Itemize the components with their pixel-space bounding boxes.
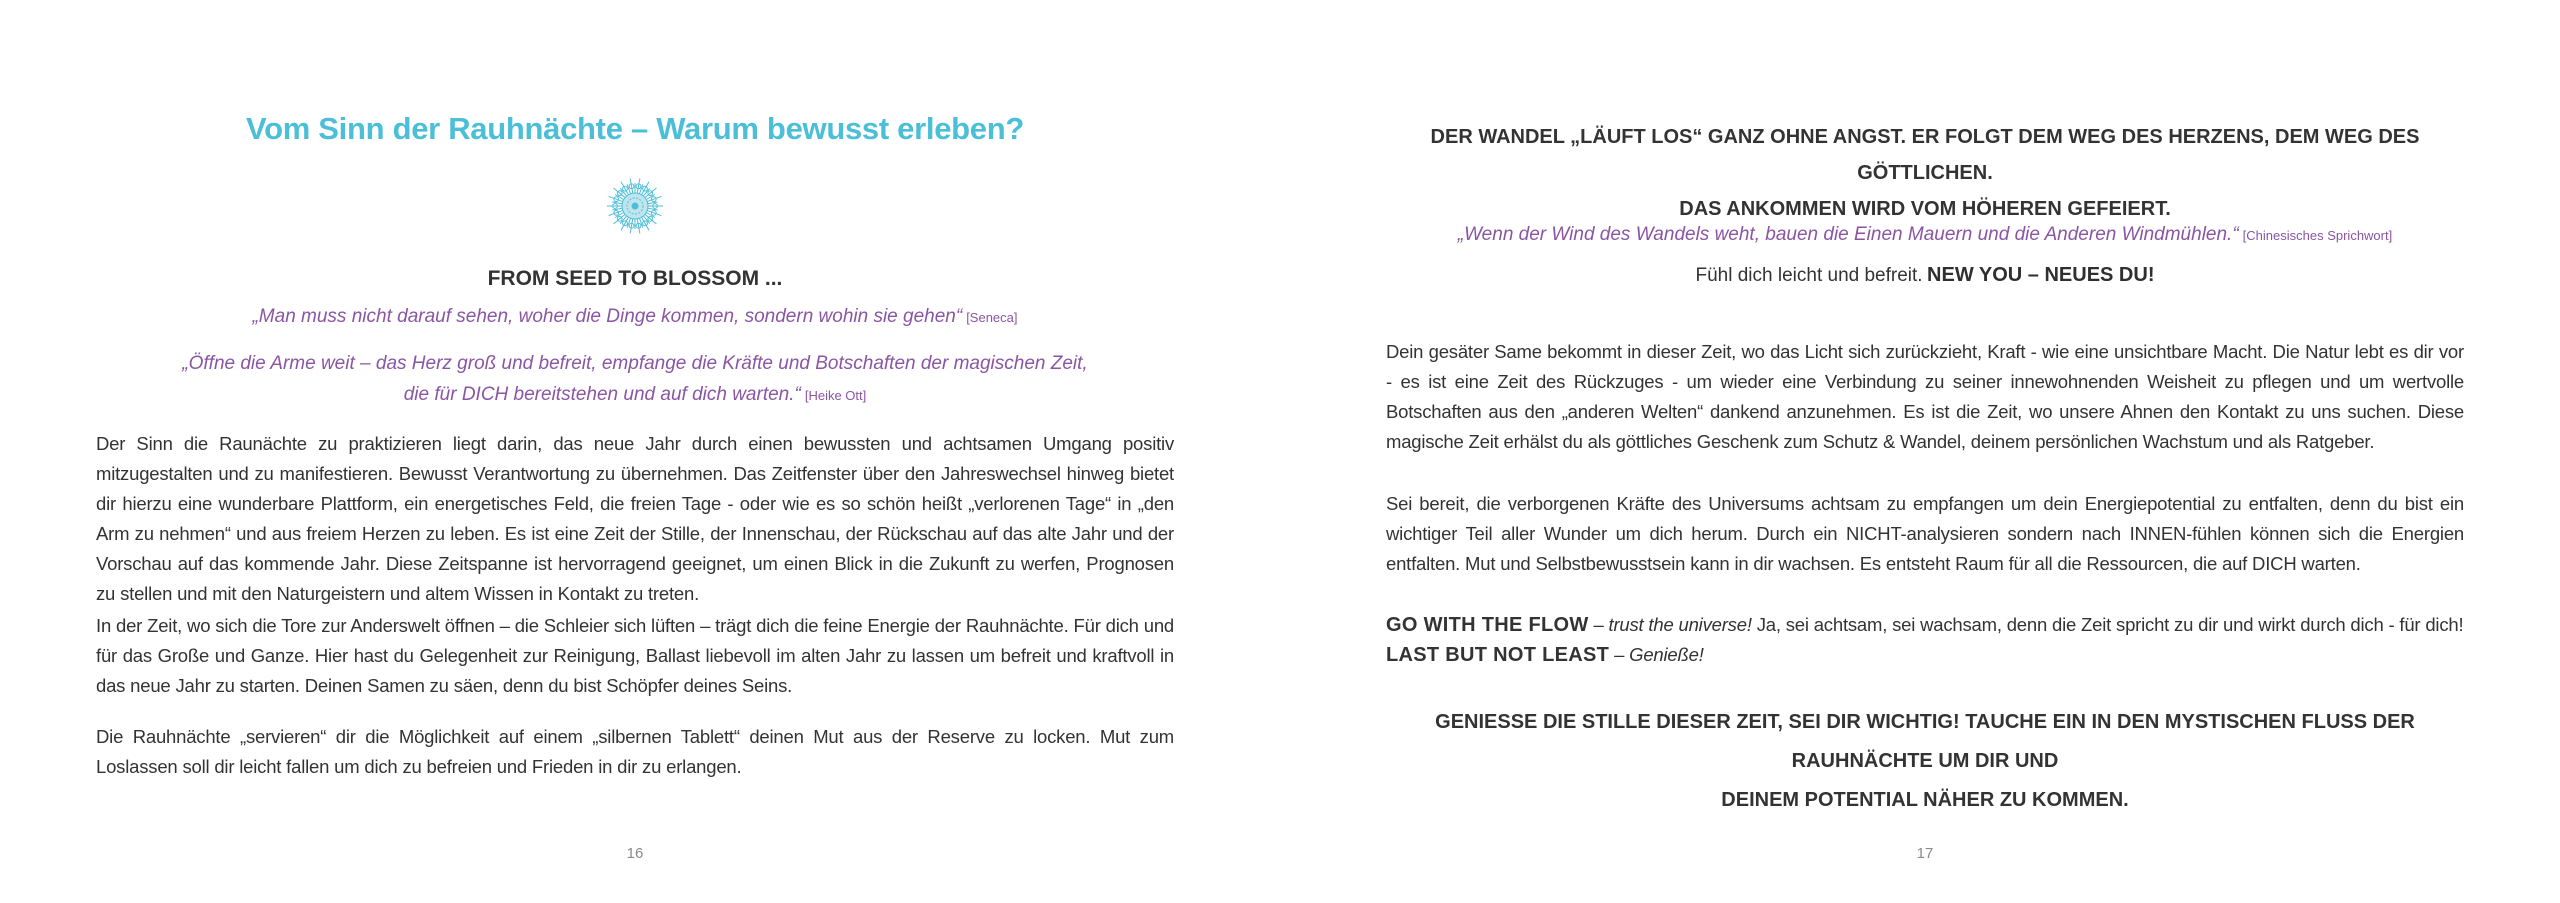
tagline-text: Fühl dich leicht und befreit. [1695, 265, 1923, 286]
quote-line-1: „Öffne die Arme weit – das Herz groß und befreit, empfange die Kräfte und Botschaften der magischen Zeit, [182, 353, 1088, 374]
page-number: 16 [626, 845, 644, 862]
right-page [1386, 0, 2464, 903]
flow-dash: – [1588, 614, 1609, 635]
body-paragraph-3: Die Rauhnächte „servieren“ dir die Möglichkeit auf einem „silbernen Tablett“ deinen Mut aus der Reserve zu locken. Mut zum Loslassen soll dir leicht fallen um dich zu befreien und Frieden in dir zu erlangen. [96, 726, 1174, 777]
closing-line-1: GENIESSE DIE STILLE DIESER ZEIT, SEI DIR WICHTIG! TAUCHE EIN IN DEN MYSTISCHEN FLUSS DER RAUHNÄCHTE UM DIR UND [1435, 711, 2415, 772]
body-paragraph-1: Dein gesäter Same bekommt in dieser Zeit, wo das Licht sich zurückzieht, Kraft - wie eine unsichtbare Macht. Die Natur lebt es dir vor - es ist eine Zeit des Rückzuges - um wieder eine Verbindung zu seiner innewohnenden Weisheit zu pflegen und um wertvolle Botschaften aus den „anderen Welten“ dankend anzunehmen. Es ist die Zeit, wo unsere Ahnen den Kontakt zu uns suchen. Diese magische Zeit erhälst du als göttliches Geschenk zum Schutz & Wandel, deinem persönlichen Wachstum und als Ratgeber. [1386, 341, 2464, 452]
flow-rest: Ja, sei achtsam, sei wachsam, denn die Zeit spricht zu dir und wirkt durch dich - für dich! [1751, 614, 2464, 635]
body-paragraph-2: Sei bereit, die verborgenen Kräfte des Universums achtsam zu empfangen um dein Energiepotential zu entfalten, denn du bist ein wichtiger Teil aller Wunder um dich herum. Durch ein NICHT-analysieren sondern nach INNEN-fühlen können sich die Energien entfalten. Mut und Selbstbewusstsein kann in dir wachsen. Es entsteht Raum für all die Ressourcen, die auf DICH warten. [1386, 493, 2464, 574]
quote-source: [Seneca] [966, 310, 1018, 325]
quote-heike-ott [96, 348, 1174, 411]
quote-proverb [1386, 219, 2464, 251]
last-dash: – [1609, 644, 1630, 665]
body-paragraph-1: Der Sinn die Raunächte zu praktizieren liegt darin, das neue Jahr durch einen bewussten und achtsamen Umgang positiv mitzugestalten und zu manifestieren. Bewusst Verantwortung zu übernehmen. Das Zeitfenster über den Jahreswechsel hinweg bietet dir hierzu eine wunderbare Plattform, ein energetisches Feld, die freien Tage - oder wie es so schön heißt „verlorenen Tage“ in „den Arm zu nehmen“ und aus freiem Herzen zu leben. Es ist eine Zeit der Stille, der Innenschau, der Rückschau auf das alte Jahr und der Vorschau auf das kommende Jahr. Diese Zeitspanne ist hervorragend geeignet, um einen Blick in die Zukunft zu werfen, Prognosen zu stellen und mit den Naturgeistern und altem Wissen in Kontakt zu treten. [96, 433, 1174, 604]
left-page [96, 0, 1174, 903]
tagline-emphasis: NEW YOU – NEUES DU! [1927, 264, 2155, 286]
body-paragraph-2: In der Zeit, wo sich die Tore zur Anderswelt öffnen – die Schleier sich lüften – trägt dich die feine Energie der Rauhnächte. Für dich und für das Große und Ganze. Hier hast du Gelegenheit zur Reinigung, Ballast liebevoll im alten Jahr zu lassen um befreit und kraftvoll in das neue Jahr zu starten. Deinen Samen zu säen, denn du bist Schöpfer deines Seins. [96, 615, 1174, 696]
last-italic: Genieße! [1629, 644, 1704, 665]
subheading: FROM SEED TO BLOSSOM ... [487, 267, 783, 290]
flow-label: GO WITH THE FLOW [1386, 614, 1589, 636]
flow-italic: trust the universe! [1608, 614, 1752, 635]
intro-heading-line-1: DER WANDEL „LÄUFT LOS“ GANZ OHNE ANGST. ER FOLGT DEM WEG DES HERZENS, DEM WEG DES GÖTTLICHEN. [1430, 126, 2420, 184]
intro-heading [1386, 119, 2464, 227]
closing-line-2: DEINEM POTENTIAL NÄHER ZU KOMMEN. [1721, 789, 2129, 811]
tagline [1386, 264, 2464, 287]
quote-source: [Heike Ott] [804, 388, 867, 403]
page-number: 17 [1916, 845, 1934, 862]
quote-seneca [96, 301, 1174, 333]
closing-statement [1386, 703, 2464, 820]
intro-heading-line-2: DAS ANKOMMEN WIRD VOM HÖHEREN GEFEIERT. [1679, 198, 2171, 220]
quote-text: „Man muss nicht darauf sehen, woher die Dinge kommen, sondern wohin sie gehen“ [252, 306, 963, 327]
last-label: LAST BUT NOT LEAST [1386, 644, 1610, 666]
quote-text: „Wenn der Wind des Wandels weht, bauen die Einen Mauern und die Anderen Windmühlen.“ [1457, 224, 2239, 245]
mandala-icon [605, 176, 665, 236]
quote-source: [Chinesisches Sprichwort] [2242, 228, 2393, 243]
quote-line-2: die für DICH bereitstehen und auf dich warten.“ [403, 384, 801, 405]
page-title: Vom Sinn der Rauhnächte – Warum bewusst erleben? [246, 111, 1024, 146]
flow-line [1386, 610, 2464, 670]
